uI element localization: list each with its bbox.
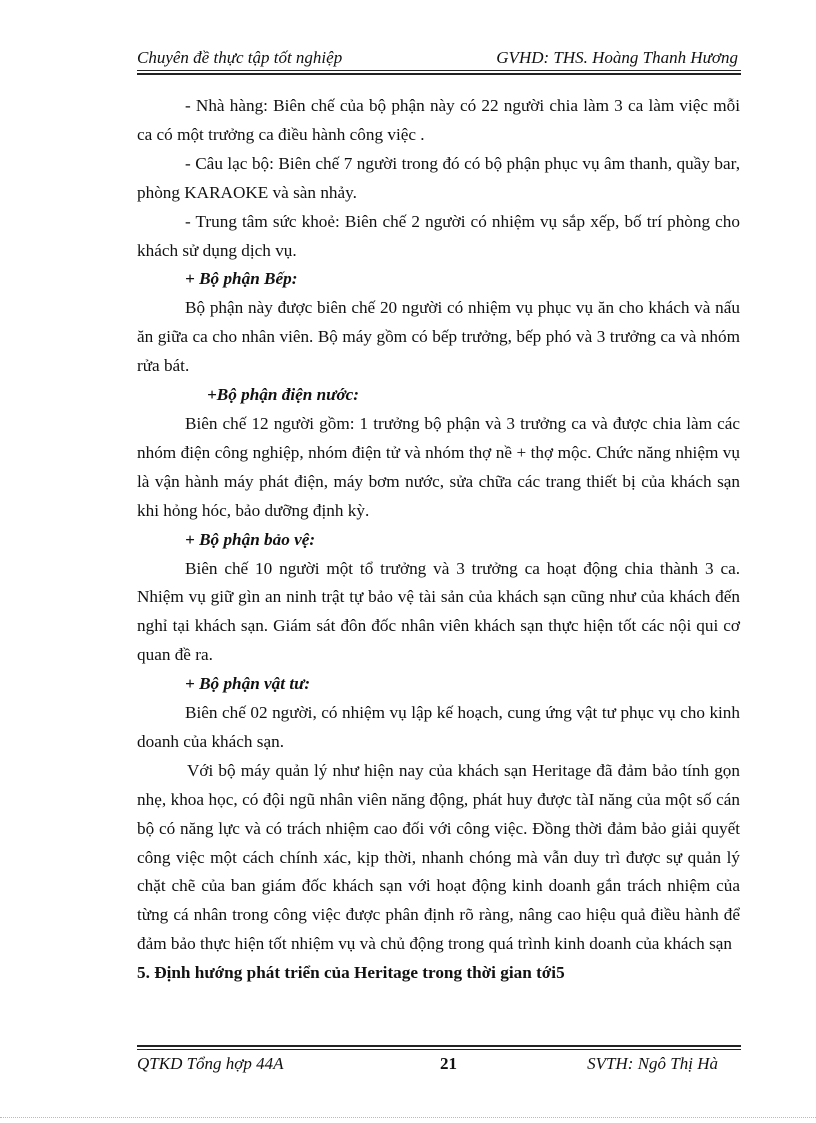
paragraph-bep: Bộ phận này được biên chế 20 người có nhiệm vụ phục vụ ăn cho khách và nấu ăn giữa ca cho nhân viên. Bộ máy gồm có bếp trưởng, bếp phó và 3 trưởng ca và nhóm rửa bát.	[137, 298, 740, 376]
header-rule-double	[137, 73, 741, 75]
footer-rule-double	[137, 1045, 741, 1047]
paragraph-trung-tam: - Trung tâm sức khoẻ: Biên chế 2 người có nhiệm vụ sắp xếp, bố trí phòng cho khách sử dụng dịch vụ.	[137, 211, 740, 260]
paragraph-summary: Với bộ máy quản lý như hiện nay của khách sạn Heritage đã đảm bảo tính gọn nhẹ, khoa học, có đội ngũ nhân viên năng động, phát huy được tàI năng của một số cán bộ có năng lực và có trách nhiệm cao đối với công việc. Đồng thời đảm bảo giải quyết công việc một cách chính xác, kịp thời, nhanh chóng mà vẫn duy trì được sự quản lý chặt chẽ của ban giám đốc khách sạn với hoạt động kinh doanh gắn trách nhiệm của từng cá nhân trong công việc được phân định rõ ràng, nâng cao hiệu quả điều hành để đảm bảo thực hiện tốt nhiệm vụ và chủ động trong quá trình kinh doanh của khách sạn	[137, 760, 740, 954]
footer-class: QTKD Tổng hợp 44A	[137, 1054, 284, 1073]
page-number: 21	[440, 1054, 457, 1073]
paragraph-cau-lac-bo: - Câu lạc bộ: Biên chế 7 người trong đó có bộ phận phục vụ âm thanh, quầy bar, phòng KARAOKE và sàn nhảy.	[137, 153, 740, 202]
header-supervisor: GVHD: THS. Hoàng Thanh Hương	[496, 48, 738, 67]
header-document-title: Chuyên đề thực tập tốt nghiệp	[137, 48, 343, 67]
section-heading: 5. Định hướng phát triển của Heritage trong thời gian tới5	[137, 963, 565, 983]
document-body	[137, 92, 740, 988]
page-header	[137, 48, 740, 70]
paragraph-nha-hang: - Nhà hàng: Biên chế của bộ phận này có 22 người chia làm 3 ca làm việc mỗi ca có một trưởng ca điều hành công việc .	[137, 96, 740, 144]
footer-rule	[137, 1049, 741, 1050]
footer-student: SVTH: Ngô Thị Hà	[587, 1054, 718, 1073]
paragraph-dien-nuoc: Biên chế 12 người gồm: 1 trưởng bộ phận và 3 trưởng ca và được chia làm các nhóm điện công nghiệp, nhóm điện tử và nhóm thợ nề + thợ mộc. Chức năng nhiệm vụ là vận hành máy phát điện, máy bơm nước, sửa chữa các trang thiết bị của khách sạn khi hỏng hóc, bảo dưỡng định kỳ.	[137, 413, 740, 520]
page-footer	[137, 1054, 740, 1076]
subheading-bao-ve: + Bộ phận bảo vệ:	[185, 529, 316, 549]
header-rule	[137, 70, 741, 71]
page-bottom-border	[0, 1117, 816, 1118]
subheading-bep: + Bộ phận Bếp:	[185, 269, 298, 289]
subheading-vat-tu: + Bộ phận vật tư:	[185, 674, 311, 694]
paragraph-bao-ve: Biên chế 10 người một tổ trưởng và 3 trưởng ca hoạt động chia thành 3 ca. Nhiệm vụ giữ gìn an ninh trật tự bảo vệ tài sản của khách sạn cũng như của khách đến nghỉ tại khách sạn. Giám sát đôn đốc nhân viên khách sạn thực hiện tốt các nội qui cơ quan đề ra.	[137, 558, 740, 665]
paragraph-vat-tu: Biên chế 02 người, có nhiệm vụ lập kế hoạch, cung ứng vật tư phục vụ cho kinh doanh của khách sạn.	[137, 703, 740, 751]
subheading-dien-nuoc: +Bộ phận điện nước:	[207, 385, 360, 405]
